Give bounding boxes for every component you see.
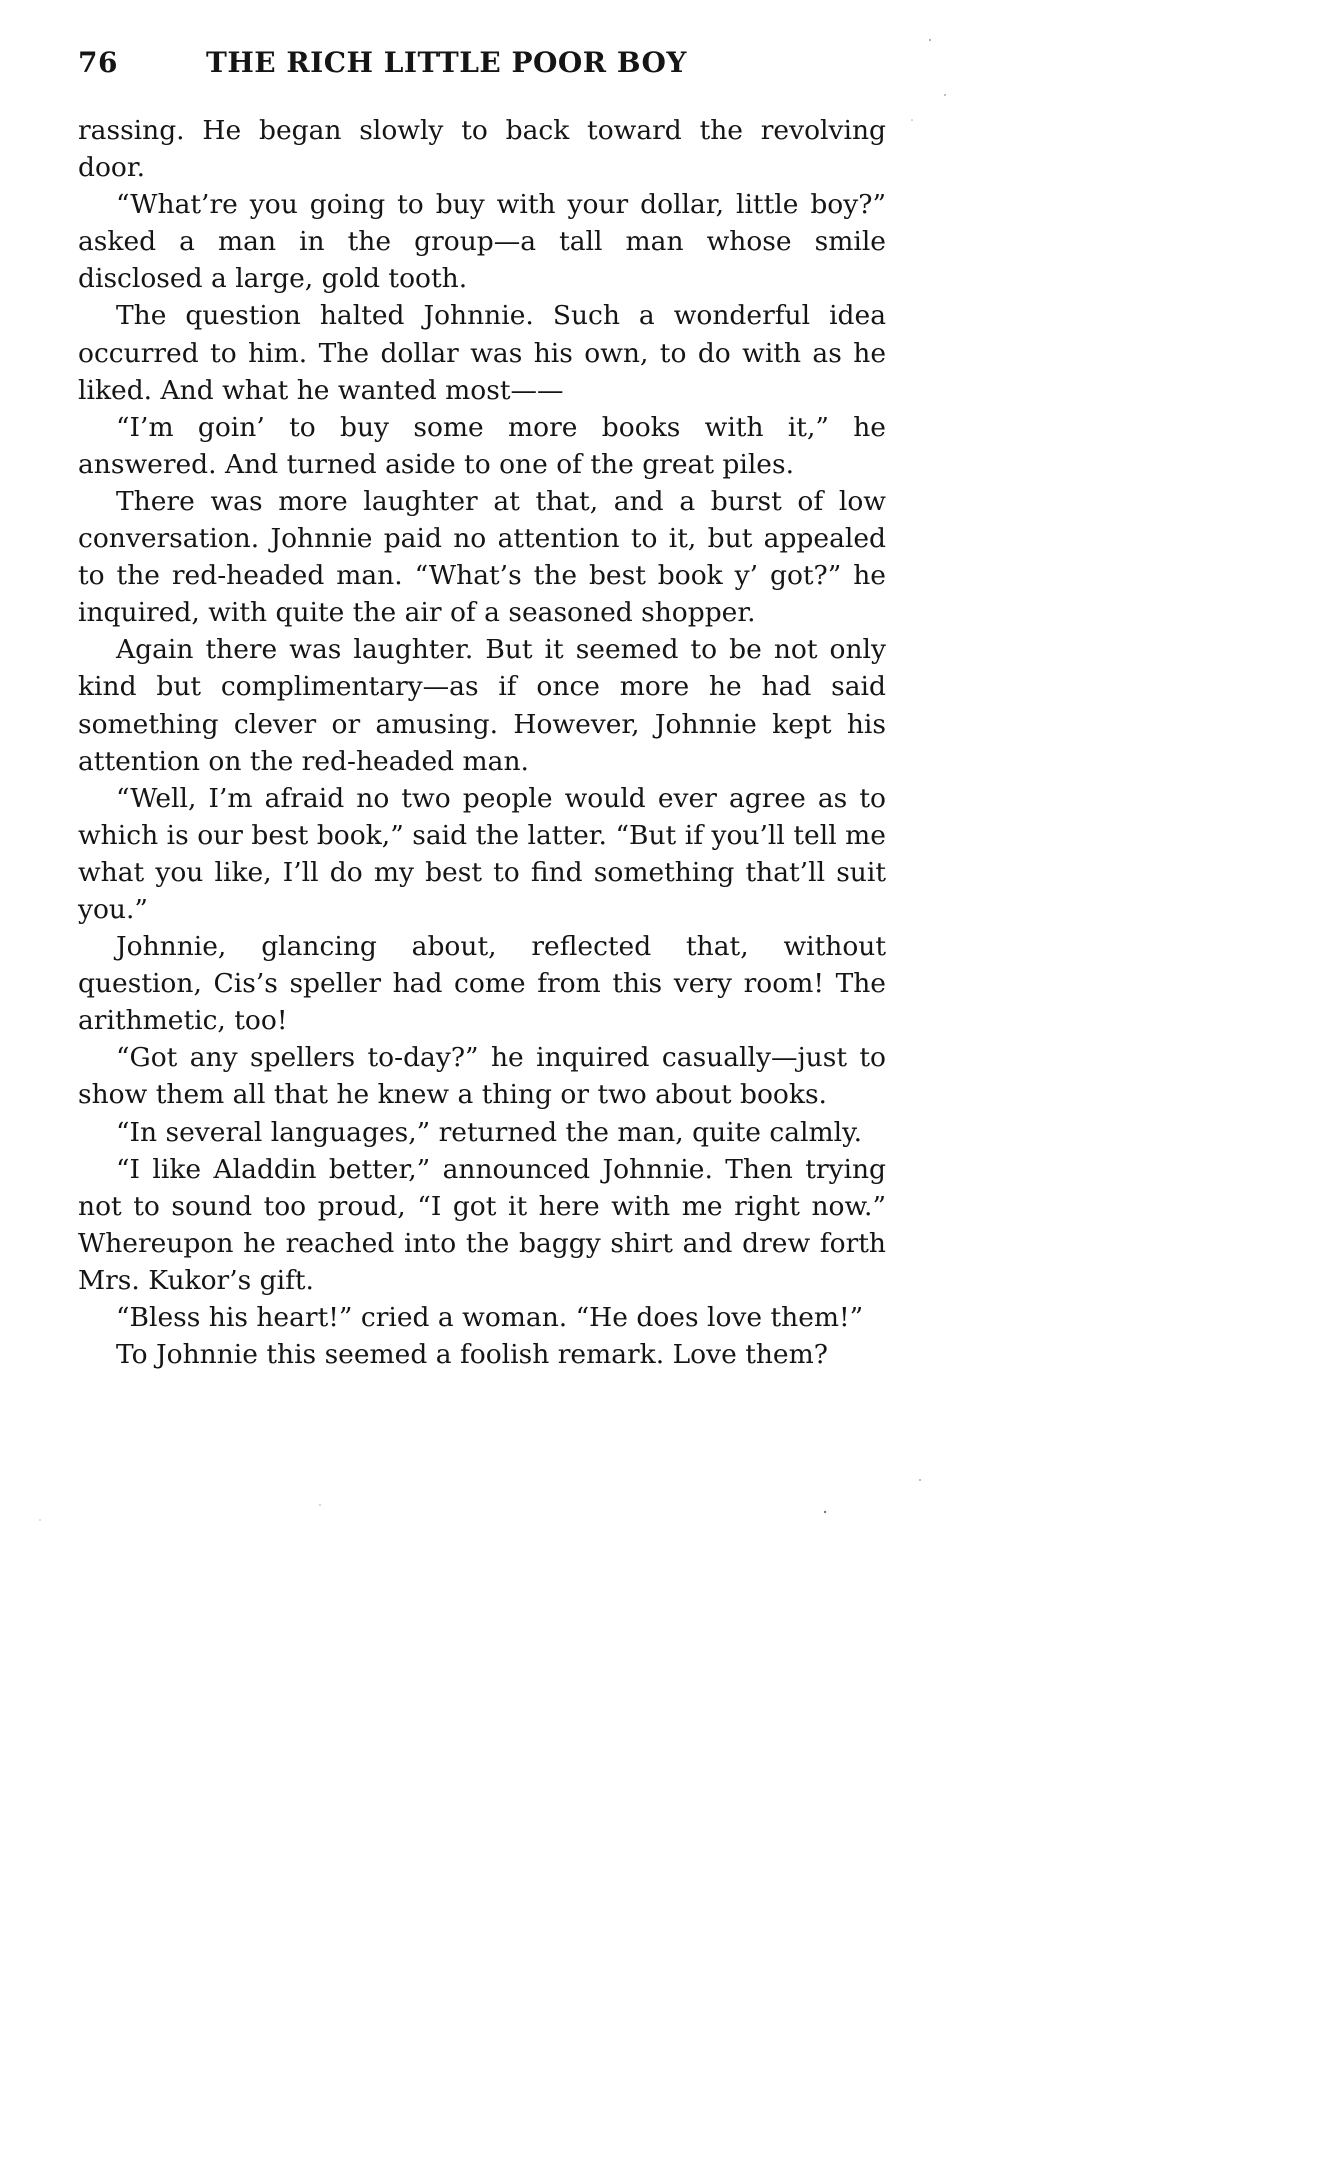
paragraph: “I’m goin’ to buy some more books with it,” he answered. And turned aside to one of the great piles.	[78, 411, 886, 480]
paragraph: “Got any spellers to-day?” he inquired casually—just to show them all that he knew a thing or two about books.	[78, 1042, 886, 1111]
paragraph: There was more laughter at that, and a burst of low conversation. Johnnie paid no attention to it, but appealed to the red-headed man. “What’s the best book y’ got?” he inquired, with quite the air of a seasoned shopper.	[78, 485, 886, 629]
running-title: THE RICH LITTLE POOR BOY	[206, 46, 687, 79]
paragraph: “Bless his heart!” cried a woman. “He does love them!”	[116, 1302, 864, 1333]
body-text	[78, 112, 886, 1373]
page-header	[78, 46, 778, 86]
paragraph: The question halted Johnnie. Such a wonderful idea occurred to him. The dollar was his own, to do with as he liked. And what he wanted most——	[78, 300, 886, 406]
paragraph: Again there was laughter. But it seemed to be not only kind but complimentary—as if once more he had said something clever or amusing. However, Johnnie kept his attention on the red-headed man.	[78, 634, 886, 777]
paragraph: “Well, I’m afraid no two people would ever agree as to which is our best book,” said the latter. “But if you’ll tell me what you like, I’ll do my best to find something that’ll suit you.”	[78, 782, 886, 925]
page-number: 76	[78, 46, 118, 79]
paragraph: “I like Aladdin better,” announced Johnnie. Then trying not to sound too proud, “I got it here with me right now.” Whereupon he reached into the baggy shirt and drew forth Mrs. Kukor’s gift.	[78, 1153, 886, 1296]
paragraph: “In several languages,” returned the man, quite calmly.	[116, 1116, 863, 1148]
paragraph: To Johnnie this seemed a foolish remark. Love them?	[116, 1339, 828, 1371]
paragraph: Johnnie, glancing about, reflected that, without question, Cis’s speller had come from this very room! The arithmetic, too!	[78, 931, 886, 1037]
paragraph: “What’re you going to buy with your dollar, little boy?” asked a man in the group—a tall man whose smile disclosed a large, gold tooth.	[78, 189, 886, 295]
paragraph: rassing. He began slowly to back toward the revolving door.	[78, 115, 886, 184]
